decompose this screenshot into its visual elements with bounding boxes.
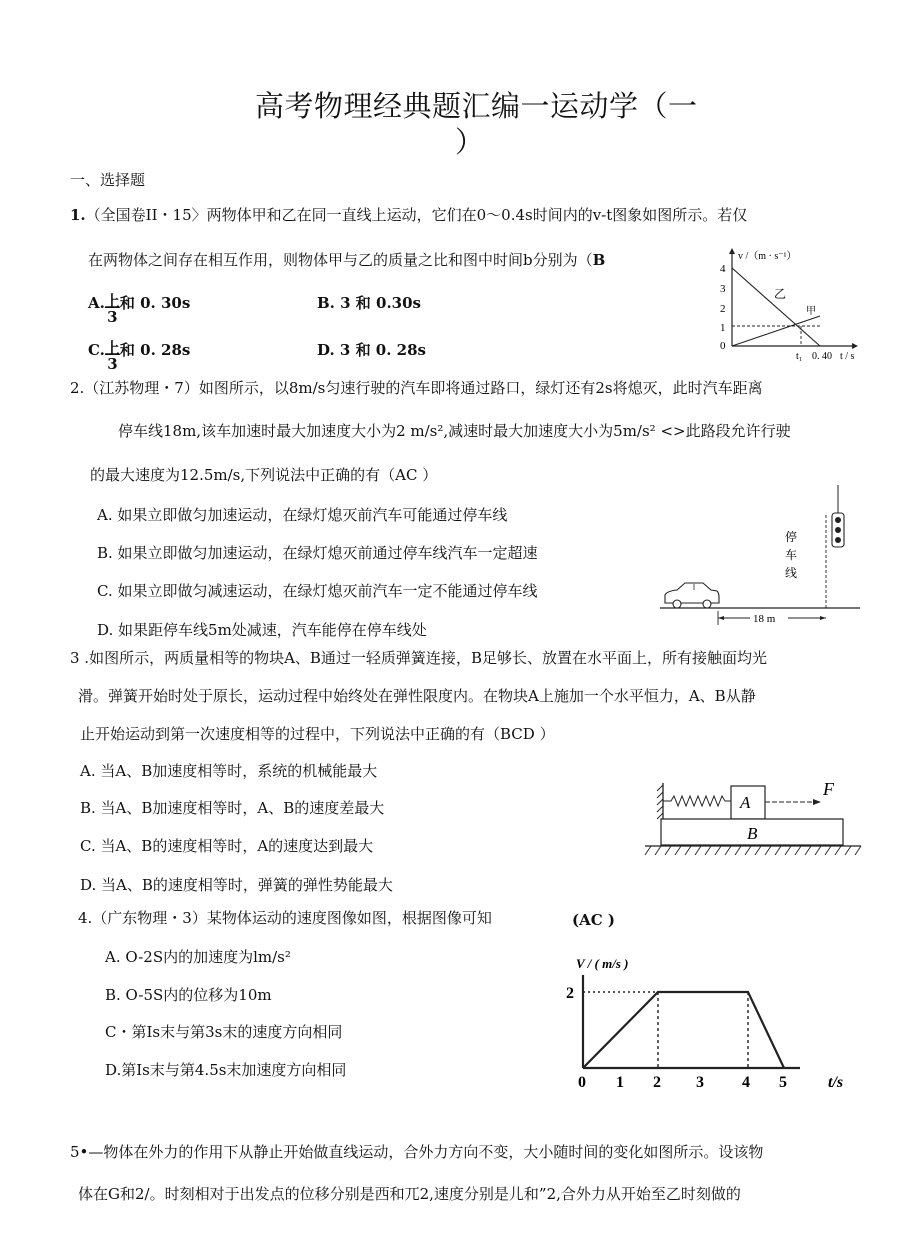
q1-option-c-label: C. <box>88 341 105 359</box>
dimension-arrow-left <box>718 616 724 620</box>
q1-option-a-fraction <box>105 293 120 325</box>
x-tick-1: 1 <box>616 1074 624 1091</box>
q3-option-a: A. 当A、B加速度相等时，系统的机械能最大 <box>80 762 378 780</box>
q2-stem-line2: 停车线18m,该车加速时最大加速度大小为2 m/s²,减速时最大加速度大小为5m/s² <>此路段允许行驶 <box>118 422 791 440</box>
x-label-040: 0. 40 <box>812 351 832 362</box>
x-axis-arrow <box>852 343 858 349</box>
q4-option-a: A. O-2S内的加速度为lm/s² <box>105 948 291 966</box>
q1-stem-line1 <box>70 205 747 225</box>
stop-line-label-3: 线 <box>785 566 798 580</box>
traffic-lamp-icon <box>835 527 841 533</box>
y-axis-label: v /（m · s⁻¹） <box>738 251 797 262</box>
x-tick-2: 2 <box>653 1074 661 1091</box>
q2-stem-line1: 2.（江苏物理・7）如图所示，以8m/s匀速行驶的汽车即将通过路口，绿灯还有2s将熄灭，此时汽车距离 <box>70 379 763 397</box>
x-axis-label: t/s <box>828 1074 844 1091</box>
y-tick-4: 4 <box>720 263 726 275</box>
q1-option-a-label: A. <box>88 294 105 312</box>
page-title-line1: 高考物理经典题汇编一运动学（一 <box>255 89 698 123</box>
q3-option-c: C. 当A、B的速度相等时，A的速度达到最大 <box>80 837 374 855</box>
q4-answer: (AC ) <box>572 911 615 929</box>
car-icon <box>665 583 719 608</box>
q2-traffic-figure <box>655 485 865 635</box>
dimension-arrow-right <box>820 616 826 620</box>
q5-stem-line2: 体在G和2/。时刻相对于出发点的位移分别是西和兀2,速度分别是儿和”2,合外力从开始至乙时刻做的 <box>78 1185 741 1203</box>
q2-stem-line3: 的最大速度为12.5m/s,下列说法中正确的有（AC ） <box>90 466 438 484</box>
q1-option-d: D. 3 和 0. 28s <box>317 341 426 359</box>
wall-hatching <box>657 785 663 819</box>
x-axis-label: t / s <box>840 351 855 362</box>
q2-option-d: D. 如果距停车线5m处减速，汽车能停在停车线处 <box>97 621 427 639</box>
fraction-numerator: 上 <box>104 339 120 357</box>
x-tick-3: 3 <box>696 1074 704 1091</box>
stop-line-label-1: 停 <box>785 530 798 544</box>
y-tick-2: 2 <box>566 985 574 1002</box>
fraction-numerator: 上 <box>104 292 120 310</box>
q2-option-b: B. 如果立即做匀加速运动，在绿灯熄灭前通过停车线汽车一定超速 <box>97 544 538 562</box>
q3-spring-figure <box>643 775 863 865</box>
x-label-t1: t₁ <box>796 351 803 362</box>
q4-velocity-graph <box>560 950 870 1095</box>
q5-stem-line1: 5•—物体在外力的作用下从静止开始做直线运动，合外力方向不变，大小随时间的变化如图所示。设该物 <box>70 1143 764 1161</box>
y-axis-label: V / ( m/s ) <box>576 956 629 971</box>
velocity-line <box>583 992 784 1068</box>
label-jia: 甲 <box>806 306 816 317</box>
y-tick-3: 3 <box>720 283 726 295</box>
q1-answer: B <box>592 251 606 269</box>
stop-line-label-2: 车 <box>785 548 798 562</box>
y-tick-2: 2 <box>720 303 726 315</box>
fraction-denominator: 3 <box>107 355 118 373</box>
distance-label: 18 m <box>753 613 776 625</box>
y-tick-0: 0 <box>720 340 726 352</box>
q4-stem: 4.（广东物理・3）某物体运动的速度图像如图，根据图像可知 <box>78 909 492 927</box>
block-a-label: A <box>740 793 751 812</box>
force-label: F <box>823 779 834 799</box>
q1-option-a <box>88 293 190 325</box>
force-arrow-icon <box>813 799 821 805</box>
y-tick-1: 1 <box>720 322 726 334</box>
x-tick-4: 4 <box>742 1074 750 1091</box>
q3-stem-line1: 3 .如图所示，两质量相等的物块A、B通过一轻质弹簧连接，B足够长、放置在水平面上，所有接触面均光 <box>70 649 767 667</box>
q2-option-a: A. 如果立即做匀加速运动，在绿灯熄灭前汽车可能通过停车线 <box>97 506 508 524</box>
q1-option-b: B. 3 和 0.30s <box>317 294 421 312</box>
q1-option-c-fraction <box>105 340 120 372</box>
q1-stem-text: （全国卷II・15〉两物体甲和乙在同一直线上运动，它们在0～0.4s时间内的v-t图象如图所示。若仅 <box>85 206 748 224</box>
q3-stem-line3: 止开始运动到第一次速度相等的过程中，下列说法中正确的有（BCD ） <box>80 725 555 743</box>
q3-option-b: B. 当A、B加速度相等时，A、B的速度差最大 <box>80 799 385 817</box>
spring-icon <box>663 796 731 806</box>
q4-option-d: D.第Is末与第4.5s末加速度方向相同 <box>105 1061 347 1079</box>
q1-stem-line2-text: 在两物体之间存在相互作用，则物体甲与乙的质量之比和图中时间b分别为（ <box>88 251 593 269</box>
q4-option-b: B. O-5S内的位移为10m <box>105 986 272 1004</box>
q3-option-d: D. 当A、B的速度相等时，弹簧的弹性势能最大 <box>80 876 393 894</box>
q1-option-c <box>88 340 190 372</box>
fraction-denominator: 3 <box>107 308 118 326</box>
x-tick-0: 0 <box>578 1074 586 1091</box>
q3-stem-line2: 滑。弹簧开始时处于原长，运动过程中始终处在弹性限度内。在物块A上施加一个水平恒力，A、B从静 <box>78 687 756 705</box>
page-title-line2: ） <box>455 125 485 159</box>
traffic-lamp-icon <box>835 517 841 523</box>
q1-vt-graph <box>712 246 872 364</box>
ground-hatching <box>645 846 861 855</box>
y-axis-arrow <box>729 248 735 254</box>
section-heading: 一、选择题 <box>70 171 146 189</box>
block-b-label: B <box>747 824 758 843</box>
x-tick-5: 5 <box>779 1074 787 1091</box>
q1-option-a-text: 和 0. 30s <box>119 294 191 312</box>
q1-stem-line2 <box>88 250 605 270</box>
label-yi: 乙 <box>774 287 787 301</box>
q4-option-c: C・第Is末与第3s末的速度方向相同 <box>105 1023 343 1041</box>
line-jia <box>732 316 820 346</box>
traffic-lamp-icon <box>835 537 841 543</box>
q1-option-c-text: 和 0. 28s <box>119 341 191 359</box>
q1-number: 1. <box>70 206 86 224</box>
q2-option-c: C. 如果立即做匀减速运动，在绿灯熄灭前汽车一定不能通过停车线 <box>97 582 538 600</box>
